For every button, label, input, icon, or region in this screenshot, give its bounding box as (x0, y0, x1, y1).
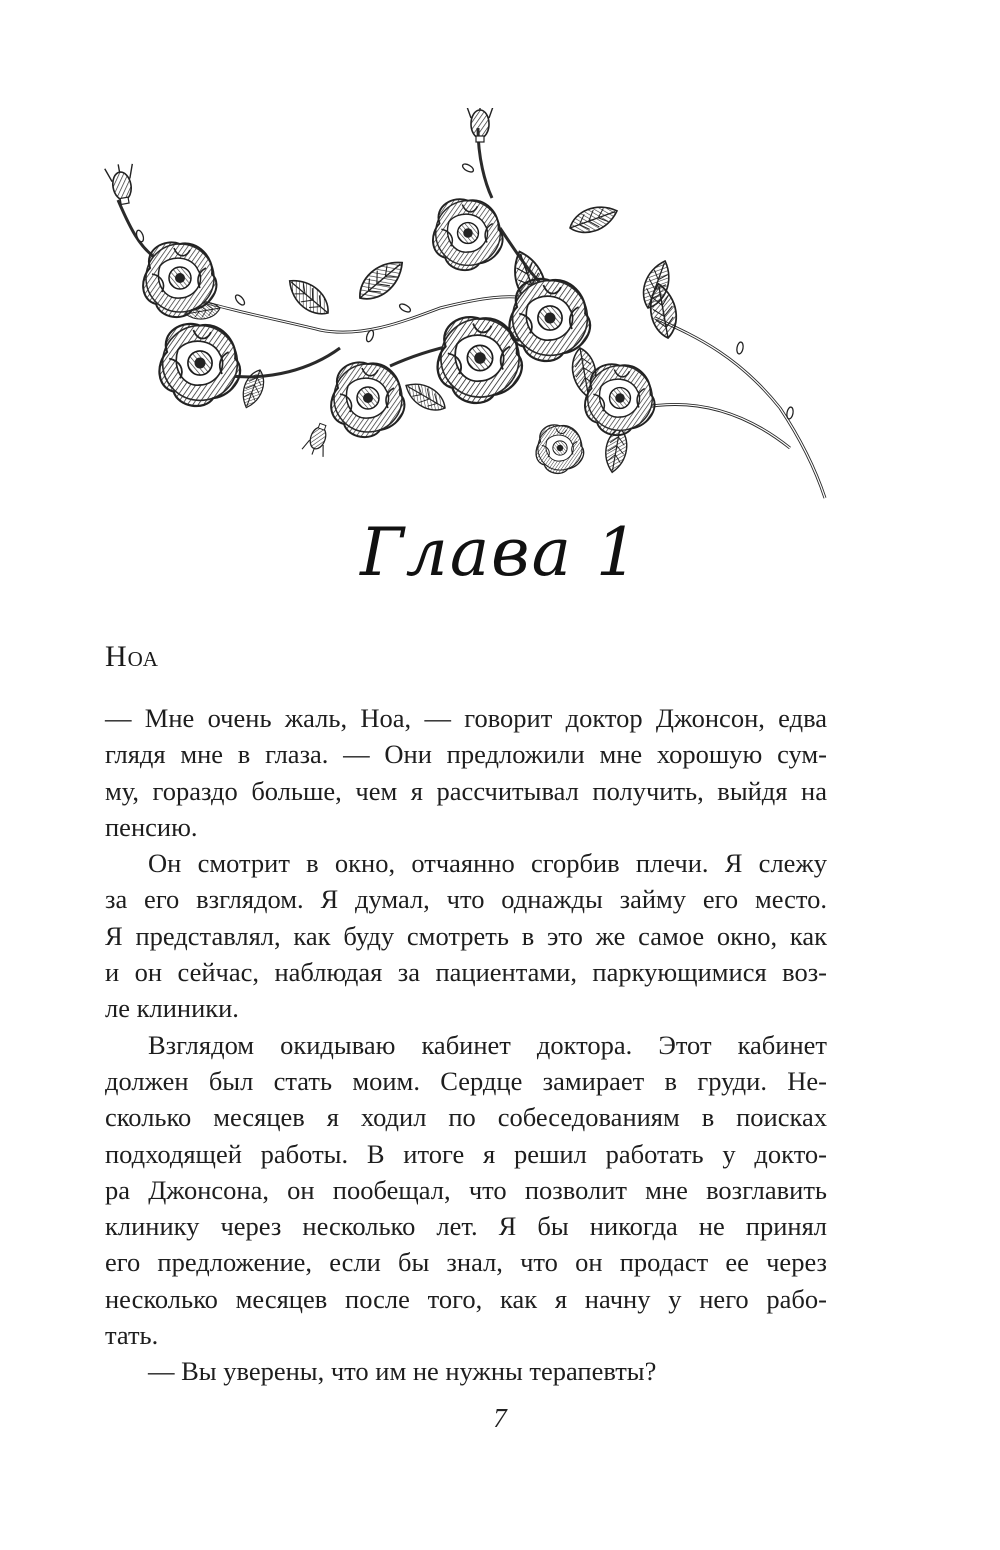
text-line: несколько месяцев после того, как я начну у него рабо- (105, 1283, 827, 1314)
chapter-title: Глава 1 (360, 514, 640, 591)
text-line: тать. (105, 1320, 159, 1351)
text-line: — Мне очень жаль, Ноа, — говорит доктор Джонсон, едва (105, 703, 827, 733)
floral-branch-icon (100, 108, 830, 503)
text-line: должен был стать моим. Сердце замирает в груди. Не- (105, 1065, 827, 1096)
text-line: ле клиники. (105, 993, 239, 1024)
text-line: Взглядом окидываю кабинет доктора. Этот кабинет (148, 1029, 827, 1060)
pov-heading: Ноа (105, 640, 159, 673)
text-line: глядя мне в глаза. — Они предложили мне хорошую сум- (105, 739, 827, 770)
text-line: его предложение, если бы знал, что он продаст ее через (105, 1247, 827, 1278)
text-line: подходящей работы. В итоге я решил работать у докто- (105, 1138, 827, 1169)
page-number: 7 (493, 1403, 507, 1433)
text-line: клинику через несколько лет. Я бы никогда не принял (105, 1211, 827, 1242)
text-line: и он сейчас, наблюдая за пациентами, паркующимися воз- (105, 957, 827, 988)
text-line: за его взглядом. Я думал, что однажды займу его место. (105, 884, 827, 915)
text-line: Я представлял, как буду смотреть в это же самое окно, как (105, 920, 827, 951)
text-line: пенсию. (105, 811, 198, 842)
text-line: Он смотрит в окно, отчаянно сгорбив плечи. Я слежу (148, 848, 827, 879)
text-line: ра Джонсона, он пообещал, что позволит мне возглавить (105, 1174, 827, 1205)
text-line: сколько месяцев я ходил по собеседованиям в поисках (105, 1102, 827, 1133)
text-line: му, гораздо больше, чем я рассчитывал получить, выйдя на (105, 775, 827, 806)
chapter-body (105, 700, 827, 1390)
text-line: — Вы уверены, что им не нужны терапевты? (148, 1356, 657, 1387)
